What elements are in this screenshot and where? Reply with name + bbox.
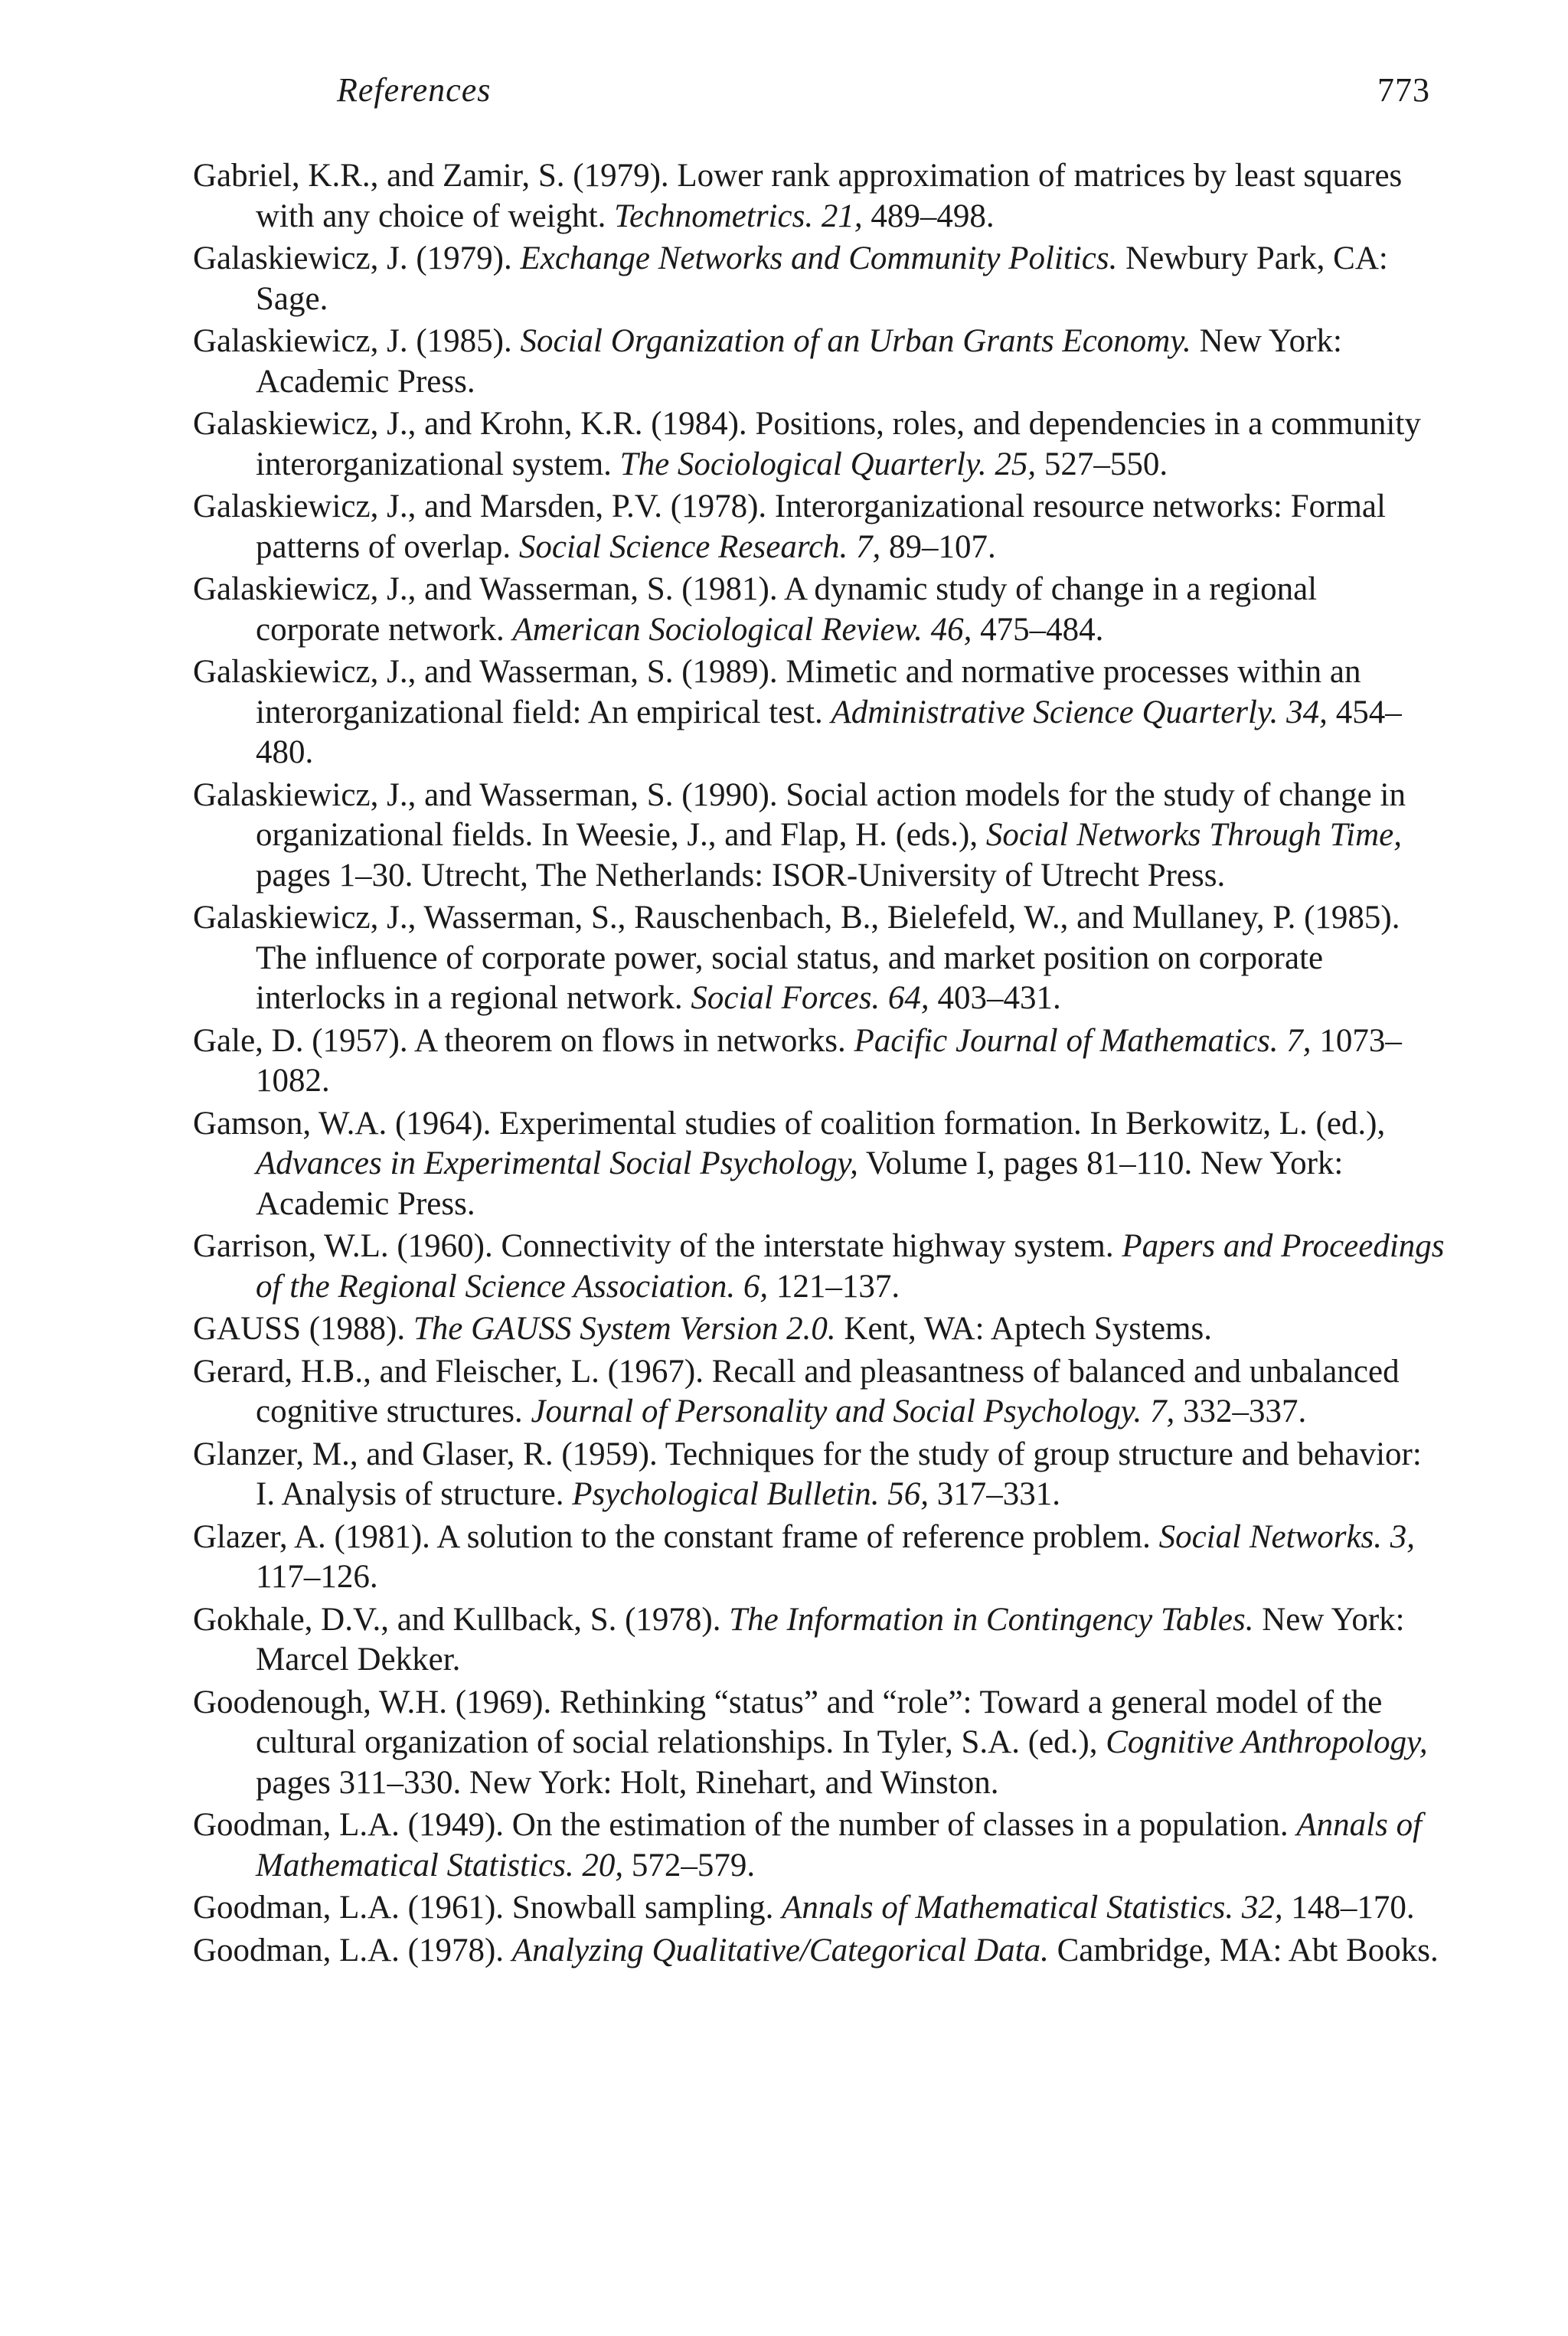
reference-entry: [193, 1104, 1449, 1225]
reference-text-segment: 332–337.: [1174, 1393, 1307, 1429]
reference-entry: [193, 1227, 1449, 1307]
reference-italic-segment: Social Networks. 3,: [1158, 1518, 1416, 1555]
reference-text-segment: 89–107.: [880, 528, 996, 565]
reference-text-segment: Galaskiewicz, J., and Marsden, P.V. (1978). Interorganizational resource networks: Formal patterns of overlap.: [193, 488, 1386, 565]
reference-italic-segment: Social Organization of an Urban Grants Economy.: [520, 323, 1191, 359]
reference-text-segment: 121–137.: [768, 1268, 900, 1305]
reference-italic-segment: Social Forces. 64,: [691, 980, 929, 1016]
reference-text-segment: Galaskiewicz, J., and Krohn, K.R. (1984). Positions, roles, and dependencies in a community interorganizational system.: [193, 406, 1421, 482]
reference-italic-segment: Pacific Journal of Mathematics. 7,: [854, 1022, 1312, 1059]
reference-text-segment: Glazer, A. (1981). A solution to the constant frame of reference problem.: [193, 1518, 1159, 1555]
reference-italic-segment: Journal of Personality and Social Psychology. 7,: [531, 1393, 1175, 1429]
reference-text-segment: Galaskiewicz, J., and Wasserman, S. (1981). A dynamic study of change in a regional corporate network.: [193, 571, 1318, 648]
reference-text-segment: Galaskiewicz, J. (1985).: [193, 323, 521, 359]
reference-italic-segment: Psychological Bulletin. 56,: [572, 1476, 929, 1512]
reference-text-segment: pages 1–30. Utrecht, The Netherlands: ISOR-University of Utrecht Press.: [256, 857, 1226, 894]
reference-italic-segment: Social Networks Through Time,: [985, 817, 1402, 853]
reference-text-segment: New York: Academic Press.: [256, 323, 1342, 400]
reference-italic-segment: Papers and Proceedings of the Regional Science Association. 6,: [256, 1228, 1445, 1305]
reference-entry: [193, 652, 1449, 773]
reference-entry: [193, 1600, 1449, 1681]
reference-entry: [193, 1805, 1449, 1886]
reference-entry: [193, 404, 1449, 485]
reference-text-segment: Glanzer, M., and Glaser, R. (1959). Techniques for the study of group structure and behavior: I. Analysis of structure.: [193, 1436, 1422, 1512]
reference-italic-segment: American Sociological Review. 46,: [512, 611, 972, 648]
reference-entry: [193, 239, 1449, 319]
reference-italic-segment: Administrative Science Quarterly. 34,: [831, 694, 1328, 730]
reference-entry: [193, 1888, 1449, 1929]
reference-italic-segment: Exchange Networks and Community Politics.: [520, 240, 1118, 276]
reference-text-segment: 489–498.: [862, 198, 995, 234]
running-head-title: References: [337, 71, 492, 109]
reference-entry: [193, 1435, 1449, 1515]
reference-text-segment: Galaskiewicz, J., and Wasserman, S. (1990). Social action models for the study of change in organizational fields. In Weesie, J., and Flap, H. (eds.),: [193, 776, 1406, 853]
reference-text-segment: Gamson, W.A. (1964). Experimental studies of coalition formation. In Berkowitz, L. (ed.),: [193, 1105, 1386, 1142]
reference-italic-segment: The Sociological Quarterly. 25,: [619, 446, 1037, 482]
reference-italic-segment: The GAUSS System Version 2.0.: [413, 1311, 836, 1347]
reference-text-segment: Gerard, H.B., and Fleischer, L. (1967). Recall and pleasantness of balanced and unbalanced cognitive structures.: [193, 1353, 1400, 1429]
reference-text-segment: Goodenough, W.H. (1969). Rethinking “status” and “role”: Toward a general model of the cultural organization of social relationships. In Tyler, S.A. (ed.),: [193, 1684, 1383, 1760]
reference-text-segment: Newbury Park, CA: Sage.: [256, 240, 1388, 317]
reference-italic-segment: The Information in Contingency Tables.: [729, 1601, 1254, 1638]
reference-entry: [193, 322, 1449, 402]
reference-italic-segment: Annals of Mathematical Statistics. 32,: [782, 1890, 1283, 1926]
reference-text-segment: Gale, D. (1957). A theorem on flows in networks.: [193, 1022, 854, 1059]
reference-italic-segment: Technometrics. 21,: [614, 198, 863, 234]
reference-text-segment: Kent, WA: Aptech Systems.: [835, 1311, 1212, 1347]
reference-entry: [193, 1352, 1449, 1433]
reference-text-segment: 1073–1082.: [256, 1022, 1402, 1099]
reference-entry: [193, 156, 1449, 237]
reference-text-segment: 527–550.: [1036, 446, 1168, 482]
reference-text-segment: 403–431.: [929, 980, 1061, 1016]
reference-text-segment: 475–484.: [972, 611, 1104, 648]
reference-text-segment: 317–331.: [928, 1476, 1060, 1512]
reference-text-segment: New York: Marcel Dekker.: [256, 1601, 1405, 1678]
reference-entry: [193, 1309, 1449, 1350]
reference-text-segment: Volume I, pages 81–110. New York: Academic Press.: [256, 1145, 1344, 1222]
reference-italic-segment: Annals of Mathematical Statistics. 20,: [256, 1807, 1423, 1884]
reference-entry: [193, 1518, 1449, 1598]
reference-text-segment: GAUSS (1988).: [193, 1311, 413, 1347]
reference-list: [193, 156, 1449, 1973]
reference-text-segment: Galaskiewicz, J. (1979).: [193, 240, 521, 276]
reference-text-segment: Goodman, L.A. (1949). On the estimation of the number of classes in a population.: [193, 1807, 1297, 1843]
reference-text-segment: Gokhale, D.V., and Kullback, S. (1978).: [193, 1601, 730, 1638]
reference-text-segment: 117–126.: [256, 1559, 378, 1595]
reference-text-segment: Gabriel, K.R., and Zamir, S. (1979). Lower rank approximation of matrices by least squares with any choice of weight.: [193, 158, 1403, 234]
reference-entry: [193, 570, 1449, 650]
reference-text-segment: pages 311–330. New York: Holt, Rinehart, and Winston.: [256, 1764, 999, 1801]
reference-text-segment: Galaskiewicz, J., and Wasserman, S. (1989). Mimetic and normative processes within an interorganizational field: An empirical test.: [193, 654, 1361, 730]
reference-entry: [193, 776, 1449, 897]
reference-entry: [193, 487, 1449, 567]
reference-text-segment: Cambridge, MA: Abt Books.: [1048, 1932, 1439, 1968]
page-number: 773: [1377, 71, 1430, 109]
reference-italic-segment: Analyzing Qualitative/Categorical Data.: [511, 1932, 1049, 1968]
reference-text-segment: 572–579.: [623, 1847, 756, 1884]
reference-entry: [193, 898, 1449, 1019]
reference-entry: [193, 1683, 1449, 1804]
reference-italic-segment: Cognitive Anthropology,: [1106, 1724, 1428, 1760]
reference-italic-segment: Social Science Research. 7,: [518, 528, 881, 565]
reference-text-segment: 454–480.: [256, 694, 1402, 770]
reference-italic-segment: Advances in Experimental Social Psychology,: [256, 1145, 858, 1181]
reference-entry: [193, 1931, 1449, 1972]
reference-text-segment: Goodman, L.A. (1961). Snowball sampling.: [193, 1890, 782, 1926]
reference-entry: [193, 1021, 1449, 1102]
reference-text-segment: Goodman, L.A. (1978).: [193, 1932, 512, 1968]
reference-text-segment: Galaskiewicz, J., Wasserman, S., Rauschenbach, B., Bielefeld, W., and Mullaney, P. (1985). The influence of corporate power, social status, and market position on corporate interlocks in a regional network.: [193, 900, 1400, 1016]
reference-text-segment: 148–170.: [1282, 1890, 1415, 1926]
reference-text-segment: Garrison, W.L. (1960). Connectivity of the interstate highway system.: [193, 1228, 1122, 1264]
